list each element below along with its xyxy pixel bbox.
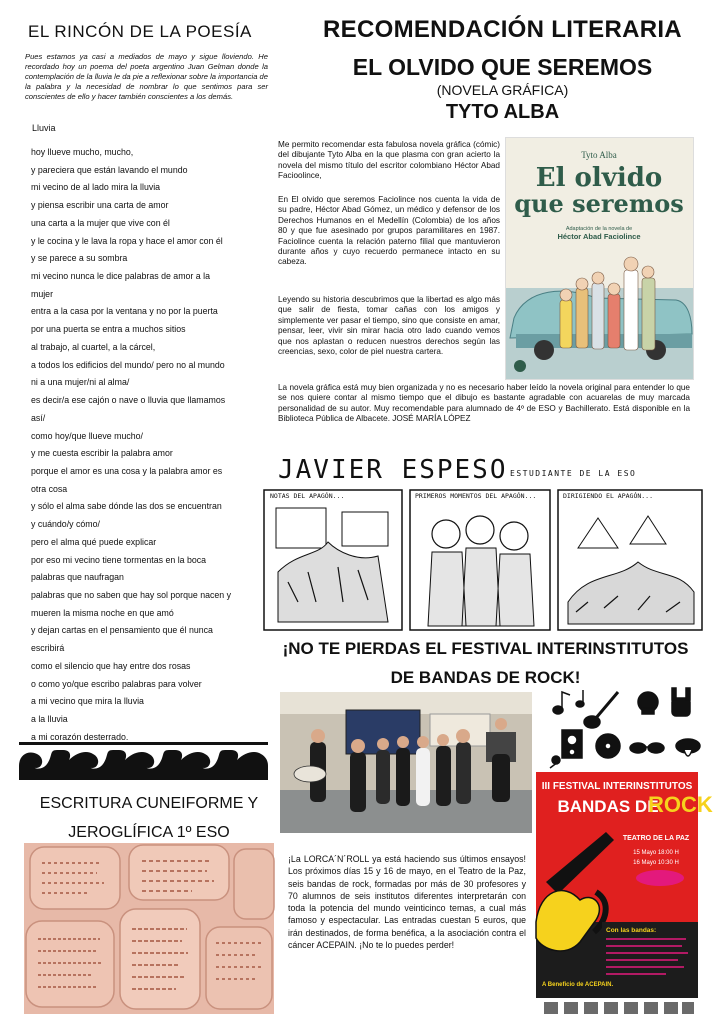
ornament-top-rule bbox=[19, 742, 268, 745]
cover-novelist: Héctor Abad Faciolince bbox=[557, 232, 641, 241]
music-note-icon bbox=[576, 690, 584, 707]
wave-path bbox=[19, 750, 268, 776]
poem-line: hoy llueve mucho, mucho, bbox=[31, 147, 134, 157]
review-paragraph: En El olvido que seremos Faciolince nos cuenta la vida de su padre, Héctor Abad Gómez, un médico y defensor de los Derechos Humanos en el Medellín (Colombia) de los años 80 y que fue asesinado por grupos paramilitares en 1987. Faciolince cuenta la relación paterno filial que mantuvieron durante años y cuyo recuerdo permanece intacto en su cabeza. bbox=[278, 195, 500, 267]
festival-heading-line2: DE BANDAS DE ROCK! bbox=[390, 668, 581, 687]
poem-line: mi vecino de al lado mira la lluvia bbox=[31, 182, 161, 193]
poem-line: a la lluvia bbox=[31, 714, 68, 724]
poem-line: mujer bbox=[31, 288, 53, 299]
cover-adaptation: Adaptación de la novela de bbox=[565, 226, 633, 232]
publisher-logo bbox=[514, 360, 526, 372]
panel-caption: PRIMEROS MOMENTOS DEL APAGÓN... bbox=[415, 492, 537, 500]
poem-line: o como yo/que escribo palabras para volver bbox=[31, 678, 202, 689]
poem-line: pero el alma qué puede explicar bbox=[31, 536, 157, 547]
poem-line: otra cosa bbox=[31, 483, 68, 494]
sunglasses-icon bbox=[630, 743, 664, 753]
clay-tablet bbox=[26, 921, 114, 1007]
poem-line: escribirá bbox=[31, 643, 65, 654]
poster-line2: BANDAS DE bbox=[557, 797, 659, 816]
festival-heading bbox=[258, 634, 713, 692]
rock-icons-collage bbox=[548, 688, 706, 768]
rock-hand-icon bbox=[672, 688, 690, 716]
review-paragraph: La novela gráfica está muy bien organizada y no es necesario haber leído la novela original para entender lo que se nos quiere contar al mismo tiempo que el dibujo es bastante agradable con acuarelas de muy marcada personalidad de su autor. Muy recomendable para alumnado de 4º de ESO y Bachillerato. Está disponible en la Biblioteca Pública de Albacete. JOSÉ MARÍA LÓPEZ bbox=[278, 383, 690, 424]
review-paragraph: Me permito recomendar esta fabulosa novela gráfica (cómic) del dibujante Tyto Alba en la que plasma con gran acierto la novela del mismo título del escritor colombiano Héctor Abad Facioolince, bbox=[278, 140, 500, 181]
poem-line: y sólo el alma sabe dónde las dos se encuentran bbox=[31, 501, 222, 512]
lips-tongue-icon bbox=[676, 739, 700, 756]
greek-wave-ornament bbox=[19, 742, 268, 780]
cuneiforme-heading-line2: JEROGLÍFICA 1º ESO bbox=[68, 824, 230, 841]
comic-panel bbox=[410, 490, 550, 630]
poster-line3: ROCK bbox=[648, 792, 713, 817]
poem-line: y dejan cartas en el pensamiento que él nunca bbox=[31, 625, 213, 636]
comic-strip bbox=[258, 452, 708, 632]
poster-line1: III FESTIVAL INTERINSTITUTOS bbox=[541, 781, 693, 792]
poem-line: y me cuesta escribir la palabra amor bbox=[31, 448, 173, 459]
cover-title-line2: que seremos bbox=[514, 189, 684, 218]
poesia-heading: EL RINCÓN DE LA POESÍA bbox=[28, 22, 252, 41]
poem-body bbox=[31, 144, 271, 746]
poem-line: y piensa escribir una carta de amor bbox=[31, 200, 169, 211]
poem-line: así/ bbox=[31, 412, 46, 423]
cuneiforme-heading bbox=[20, 789, 278, 847]
vinyl-record-icon bbox=[596, 734, 620, 758]
poem-line: a mi corazón desterrado. bbox=[31, 731, 129, 742]
cover-title-line1: El olvido bbox=[535, 163, 663, 193]
festival-poster bbox=[536, 772, 713, 1018]
poem-line: por eso mi vecino tiene tormentas en la boca bbox=[31, 554, 207, 565]
book-subtitle: (NOVELA GRÁFICA) bbox=[436, 82, 569, 98]
poem-line: mi vecino nunca le dice palabras de amor a la bbox=[31, 271, 210, 282]
poster-bands-heading: Con las bandas: bbox=[606, 927, 657, 934]
poem-title: Lluvia bbox=[32, 123, 56, 133]
poster-venue: TEATRO DE LA PAZ bbox=[622, 835, 690, 842]
ornament-bottom-rule bbox=[19, 776, 268, 780]
poesia-intro: Pues estamos ya casi a mediados de mayo y sigue lloviendo. He recordado hoy un poema del poeta argentino Juan Gelman donde la contemplación de la lluvia le da pie a reflexionar sobre la importancia de la palabra y la necesidad de nombrar lo que sentimos para ser conscientes de ello y hacer también conscientes a los demás. bbox=[25, 52, 268, 101]
poster-date1: 15 Mayo 18:00 H bbox=[633, 850, 679, 856]
poem-line: y le cocina y le lava la ropa y hace el amor con él bbox=[31, 235, 223, 246]
comic-panel bbox=[264, 490, 402, 630]
music-note-icon bbox=[553, 692, 570, 714]
poem-line: a mi vecino que mira la lluvia bbox=[31, 696, 144, 707]
speaker-icon bbox=[562, 730, 582, 758]
car-wheel bbox=[534, 340, 554, 360]
book-cover-image bbox=[505, 137, 694, 380]
poem-line: mueren la misma noche en que amó bbox=[31, 607, 174, 618]
poem-line: palabras que no saben que hay sol porque nacen y bbox=[31, 589, 232, 600]
poem-line: palabras que naufragan bbox=[31, 572, 124, 583]
poem-line: una carta a la mujer que vive con él bbox=[31, 217, 170, 228]
poem-line: como hoy/que llueve mucho/ bbox=[31, 430, 143, 441]
poem-line: entra a la casa por la ventana y no por la puerta bbox=[31, 306, 218, 317]
ticket-badge bbox=[636, 870, 684, 886]
festival-text: ¡La LORCA´N´ROLL ya está haciendo sus últimos ensayos! Los próximos días 15 y 16 de mayo, en el Teatro de la Paz, seis bandas de rock, formadas por más de 30 profesores y 70 alumnos de seis institutos diferentes interpretarán con toda la potencia del mundo veinticinco temas, a cual más famoso y espectacular. Las entradas cuestan 5 euros, que irán destinados, de forma benéfica, a la asociación contra el cáncer ACEPAIN. ¡No te lo puedes perder! bbox=[288, 854, 526, 951]
clay-tablet bbox=[206, 927, 272, 1009]
poem-line: y se parece a su sombra bbox=[31, 253, 128, 264]
book-title: EL OLVIDO QUE SEREMOS bbox=[352, 54, 653, 80]
poem-line: y pareciera que están lavando el mundo bbox=[31, 164, 188, 175]
clay-tablets-photo bbox=[24, 843, 274, 1014]
panel-caption: NOTAS DEL APAGÓN... bbox=[270, 492, 345, 500]
poster-date2: 16 Mayo 10:30 H bbox=[633, 860, 679, 866]
festival-heading-line1: ¡NO TE PIERDAS EL FESTIVAL INTERINSTITUTOS bbox=[282, 639, 689, 658]
poem-line: a todos los edificios del mundo/ pero no al mundo bbox=[31, 359, 225, 370]
comic-artist-role: ESTUDIANTE DE LA ESO bbox=[510, 469, 637, 478]
poem-line: por una puerta se entra a muchos sitios bbox=[31, 324, 186, 335]
poem-line: porque el amor es una cosa y la palabra amor es bbox=[31, 465, 223, 476]
book-author: TYTO ALBA bbox=[445, 101, 560, 123]
clay-tablet bbox=[120, 909, 200, 1009]
skull-icon bbox=[638, 692, 658, 714]
cover-author: Tyto Alba bbox=[581, 150, 617, 160]
poem-line: es decir/a ese cajón o nave o lluvia que llamamos bbox=[31, 395, 226, 406]
clay-tablet bbox=[129, 845, 229, 900]
review-paragraph: Leyendo su historia descubrimos que la libertad es algo más que salir de fiesta, tomar cañas con los amigos y simplemente ver pasar el tiempo, sino que consiste en amar, pensar, leer, vivir sin mirar hacia otro lado cuando vemos que nos aplastan o reducen nuestros derechos según las creencias, sexo, color de piel nuestra cartera. bbox=[278, 295, 500, 357]
poem-line: y cuándo/y cómo/ bbox=[31, 519, 100, 530]
poem-line: ni a una mujer/ni al alma/ bbox=[31, 377, 130, 388]
comic-panel bbox=[558, 490, 702, 630]
recomendacion-heading: RECOMENDACIÓN LITERARIA bbox=[323, 16, 682, 43]
panel-caption: DIRIGIENDO EL APAGÓN... bbox=[563, 492, 654, 500]
poem-line: como el silencio que hay entre dos rosas bbox=[31, 660, 191, 671]
microphone-icon bbox=[550, 756, 560, 768]
guitar-icon bbox=[584, 692, 618, 728]
clay-tablet bbox=[234, 849, 274, 919]
cuneiforme-heading-line1: ESCRITURA CUNEIFORME Y bbox=[39, 795, 259, 812]
comic-artist-name: JAVIER ESPESO bbox=[278, 455, 508, 485]
clay-tablet bbox=[30, 847, 120, 909]
poem-line: al trabajo, al cuartel, a la cárcel, bbox=[31, 341, 156, 352]
guitar bbox=[294, 766, 326, 782]
band-rehearsal-photo bbox=[280, 692, 532, 833]
poster-benefit: A Beneficio de ACEPAIN. bbox=[542, 982, 614, 988]
